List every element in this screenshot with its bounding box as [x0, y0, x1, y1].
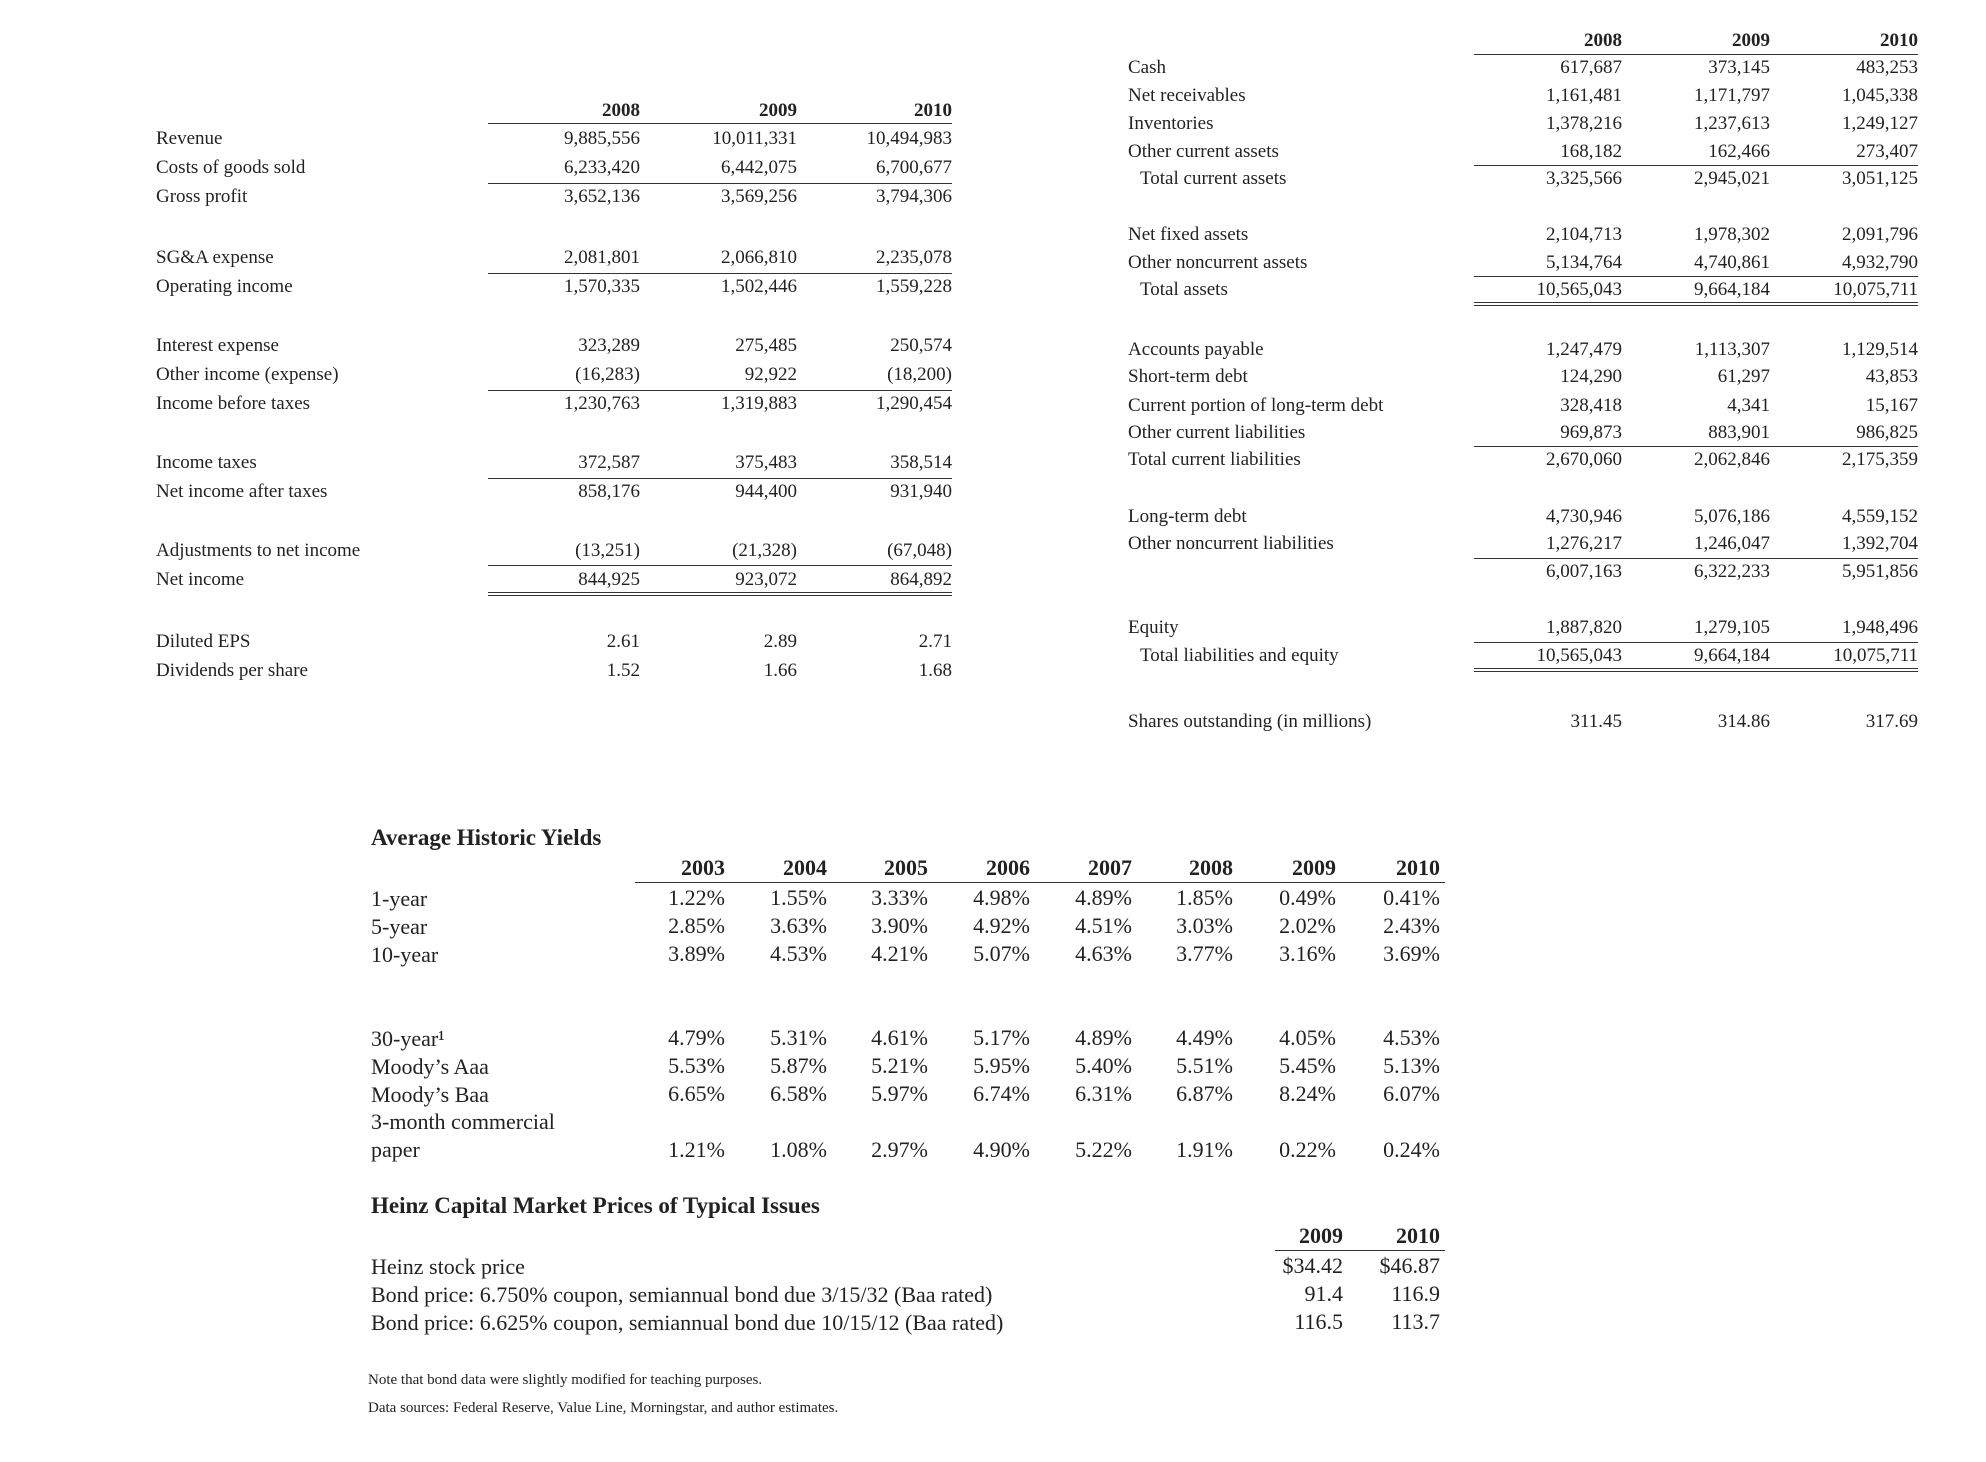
balance-cell: 1,129,514	[1842, 339, 1918, 360]
balance-cell: 317.69	[1865, 711, 1918, 732]
balance-cell: 9,664,184	[1694, 645, 1770, 666]
yields-cell: 2.43%	[1383, 913, 1440, 938]
income-cell: 275,485	[735, 335, 797, 356]
income-row-label: Other income (expense)	[156, 364, 339, 385]
heinz-year-header: 2009	[1299, 1223, 1343, 1248]
subtotal-rule	[488, 565, 952, 566]
yields-cell: 4.92%	[973, 913, 1030, 938]
subtotal-rule	[1474, 558, 1918, 559]
income-cell: 1,559,228	[876, 276, 952, 297]
balance-cell: 1,276,217	[1546, 533, 1622, 554]
balance-cell: 43,853	[1865, 366, 1918, 387]
yields-year-header: 2005	[884, 855, 928, 880]
income-cell: 375,483	[735, 452, 797, 473]
heinz-cell: 116.5	[1294, 1309, 1343, 1334]
balance-cell: 883,901	[1708, 422, 1770, 443]
yields-cell: 1.22%	[668, 885, 725, 910]
yields-cell: 4.49%	[1176, 1025, 1233, 1050]
balance-row-label: Total current assets	[1140, 168, 1287, 189]
balance-row-label: Short-term debt	[1128, 366, 1248, 387]
income-row-label: Gross profit	[156, 186, 248, 207]
income-row-label: SG&A expense	[156, 247, 274, 268]
income-cell: 358,514	[890, 452, 952, 473]
yields-row-label: 5-year	[371, 914, 428, 939]
balance-cell: 9,664,184	[1694, 279, 1770, 300]
income-cell: 864,892	[890, 569, 952, 590]
subtotal-rule	[488, 390, 952, 391]
balance-row-label: Total liabilities and equity	[1140, 645, 1339, 666]
heinz-row-label: Bond price: 6.625% coupon, semiannual bond due 10/15/12 (Baa rated)	[371, 1310, 1004, 1335]
income-year-header: 2009	[759, 100, 797, 121]
income-cell: (21,328)	[732, 540, 797, 561]
yields-cell: 0.49%	[1279, 885, 1336, 910]
balance-cell: 4,932,790	[1842, 252, 1918, 273]
income-cell: 6,442,075	[721, 157, 797, 178]
balance-row-label: Net fixed assets	[1128, 224, 1249, 245]
balance-cell: 10,075,711	[1833, 645, 1918, 666]
balance-row-label: Accounts payable	[1128, 339, 1264, 360]
yields-cell: 3.77%	[1176, 941, 1233, 966]
balance-row-label: Other noncurrent assets	[1128, 252, 1308, 273]
balance-cell: 1,887,820	[1546, 617, 1622, 638]
income-cell: 858,176	[578, 481, 640, 502]
income-cell: 923,072	[735, 569, 797, 590]
income-row-label: Revenue	[156, 128, 223, 149]
yields-year-header: 2004	[783, 855, 827, 880]
yields-cell: 1.85%	[1176, 885, 1233, 910]
yields-cell: 5.95%	[973, 1053, 1030, 1078]
yields-cell: 4.98%	[973, 885, 1030, 910]
yields-cell: 5.31%	[770, 1025, 827, 1050]
balance-row-label: Other noncurrent liabilities	[1128, 533, 1334, 554]
balance-cell: 10,075,711	[1833, 279, 1918, 300]
income-cell: 372,587	[578, 452, 640, 473]
subtotal-rule	[1474, 642, 1918, 643]
income-cell: 2,066,810	[721, 247, 797, 268]
balance-cell: 1,161,481	[1546, 85, 1622, 106]
subtotal-rule	[1474, 165, 1918, 166]
balance-cell: 4,341	[1727, 395, 1770, 416]
yields-cell: 6.65%	[668, 1081, 725, 1106]
yields-row-label: 3-month commercial	[371, 1109, 555, 1134]
balance-cell: 273,407	[1856, 141, 1918, 162]
yields-cell: 4.61%	[871, 1025, 928, 1050]
income-row-label: Net income	[156, 569, 245, 590]
yields-cell: 6.87%	[1176, 1081, 1233, 1106]
yields-cell: 4.90%	[973, 1137, 1030, 1162]
balance-year-header: 2010	[1880, 30, 1918, 51]
yields-year-header: 2008	[1189, 855, 1233, 880]
income-year-header: 2008	[602, 100, 640, 121]
balance-cell: 328,418	[1560, 395, 1622, 416]
yields-cell: 2.02%	[1279, 913, 1336, 938]
income-cell: 844,925	[578, 569, 640, 590]
balance-row-label: Total current liabilities	[1128, 449, 1301, 470]
income-cell: 2.71	[918, 631, 952, 652]
balance-cell: 162,466	[1708, 141, 1770, 162]
balance-cell: 124,290	[1560, 366, 1622, 387]
heinz-title: Heinz Capital Market Prices of Typical Issues	[371, 1193, 820, 1218]
yields-cell: 5.22%	[1075, 1137, 1132, 1162]
income-cell: (67,048)	[887, 540, 952, 561]
balance-cell: 1,249,127	[1842, 113, 1918, 134]
subtotal-rule	[1474, 276, 1918, 277]
balance-cell: 15,167	[1865, 395, 1918, 416]
balance-row-label: Other current assets	[1128, 141, 1279, 162]
yields-cell: 1.08%	[770, 1137, 827, 1162]
yields-row-label: 1-year	[371, 886, 428, 911]
income-cell: 2.89	[763, 631, 797, 652]
income-cell: (13,251)	[575, 540, 640, 561]
balance-cell: 3,325,566	[1546, 168, 1622, 189]
income-row-label: Net income after taxes	[156, 481, 328, 502]
income-cell: 1,319,883	[721, 393, 797, 414]
balance-year-header: 2009	[1732, 30, 1770, 51]
heinz-cell: $34.42	[1282, 1253, 1343, 1278]
balance-cell: 1,279,105	[1694, 617, 1770, 638]
balance-cell: 4,730,946	[1546, 506, 1622, 527]
yields-cell: 6.74%	[973, 1081, 1030, 1106]
yields-cell: 3.63%	[770, 913, 827, 938]
heinz-year-header: 2010	[1396, 1223, 1440, 1248]
income-cell: 1,290,454	[876, 393, 952, 414]
balance-cell: 2,104,713	[1546, 224, 1622, 245]
yields-cell: 5.17%	[973, 1025, 1030, 1050]
yields-cell: 5.53%	[668, 1053, 725, 1078]
yields-year-header: 2006	[986, 855, 1030, 880]
balance-row-label: Equity	[1128, 617, 1179, 638]
balance-cell: 1,246,047	[1694, 533, 1770, 554]
income-cell: 3,652,136	[564, 186, 640, 207]
yields-cell: 8.24%	[1279, 1081, 1336, 1106]
header-rule	[1275, 1250, 1445, 1251]
balance-cell: 6,007,163	[1546, 561, 1622, 582]
balance-row-label: Inventories	[1128, 113, 1214, 134]
yields-title: Average Historic Yields	[371, 825, 602, 850]
yields-cell: 6.31%	[1075, 1081, 1132, 1106]
yields-cell: 4.21%	[871, 941, 928, 966]
yields-cell: 3.33%	[871, 885, 928, 910]
balance-cell: 969,873	[1560, 422, 1622, 443]
heinz-cell: 91.4	[1304, 1281, 1343, 1306]
balance-cell: 4,559,152	[1842, 506, 1918, 527]
yields-row-label: 30-year¹	[371, 1026, 445, 1051]
yields-cell: 5.45%	[1279, 1053, 1336, 1078]
subtotal-rule	[1474, 446, 1918, 447]
total-double-rule	[1474, 302, 1918, 306]
income-cell: 92,922	[744, 364, 797, 385]
yields-year-header: 2007	[1088, 855, 1132, 880]
income-row-label: Diluted EPS	[156, 631, 251, 652]
yields-row-label: Moody’s Baa	[371, 1082, 489, 1107]
yields-year-header: 2010	[1396, 855, 1440, 880]
balance-cell: 1,247,479	[1546, 339, 1622, 360]
income-cell: 2,081,801	[564, 247, 640, 268]
subtotal-rule	[488, 273, 952, 274]
income-cell: 6,233,420	[564, 157, 640, 178]
income-cell: 1.68	[918, 660, 952, 681]
balance-row-label: Cash	[1128, 57, 1166, 78]
yields-cell: 3.03%	[1176, 913, 1233, 938]
yields-cell: 4.63%	[1075, 941, 1132, 966]
balance-cell: 2,945,021	[1694, 168, 1770, 189]
yields-cell: 3.16%	[1279, 941, 1336, 966]
income-cell: 9,885,556	[564, 128, 640, 149]
yields-cell: 4.89%	[1075, 1025, 1132, 1050]
header-rule	[488, 123, 952, 124]
yields-cell: 5.13%	[1383, 1053, 1440, 1078]
yields-cell: 0.22%	[1279, 1137, 1336, 1162]
income-year-header: 2010	[914, 100, 952, 121]
yields-row-label: paper	[371, 1137, 420, 1162]
balance-cell: 617,687	[1560, 57, 1622, 78]
income-cell: 2,235,078	[876, 247, 952, 268]
income-cell: 250,574	[890, 335, 952, 356]
balance-row-label: Shares outstanding (in millions)	[1128, 711, 1372, 732]
yields-cell: 5.21%	[871, 1053, 928, 1078]
yields-cell: 2.97%	[871, 1137, 928, 1162]
subtotal-rule	[488, 478, 952, 479]
yields-cell: 4.53%	[1383, 1025, 1440, 1050]
income-row-label: Interest expense	[156, 335, 279, 356]
footnote-line: Data sources: Federal Reserve, Value Line, Morningstar, and author estimates.	[368, 1400, 839, 1416]
header-rule	[1474, 54, 1918, 55]
income-row-label: Dividends per share	[156, 660, 308, 681]
yields-cell: 1.91%	[1176, 1137, 1233, 1162]
heinz-cell: $46.87	[1379, 1253, 1440, 1278]
balance-cell: 6,322,233	[1694, 561, 1770, 582]
balance-cell: 311.45	[1570, 711, 1622, 732]
yields-row-label: 10-year	[371, 942, 439, 967]
yields-cell: 1.21%	[668, 1137, 725, 1162]
income-cell: 10,494,983	[866, 128, 952, 149]
header-rule	[635, 882, 1445, 883]
yields-cell: 3.69%	[1383, 941, 1440, 966]
yields-row-label: Moody’s Aaa	[371, 1054, 489, 1079]
total-double-rule	[488, 592, 952, 596]
footnote-line: Note that bond data were slightly modified for teaching purposes.	[368, 1372, 763, 1388]
income-cell: (16,283)	[575, 364, 640, 385]
balance-cell: 1,113,307	[1694, 339, 1770, 360]
balance-cell: 1,378,216	[1546, 113, 1622, 134]
income-row-label: Income before taxes	[156, 393, 311, 414]
balance-year-header: 2008	[1584, 30, 1622, 51]
income-cell: 323,289	[578, 335, 640, 356]
yields-cell: 5.40%	[1075, 1053, 1132, 1078]
balance-cell: 2,175,359	[1842, 449, 1918, 470]
yields-cell: 4.79%	[668, 1025, 725, 1050]
balance-cell: 5,951,856	[1842, 561, 1918, 582]
yields-cell: 1.55%	[770, 885, 827, 910]
yields-year-header: 2003	[681, 855, 725, 880]
heinz-cell: 113.7	[1391, 1309, 1440, 1334]
income-cell: 931,940	[890, 481, 952, 502]
yields-cell: 4.53%	[770, 941, 827, 966]
income-row-label: Adjustments to net income	[156, 540, 361, 561]
balance-cell: 373,145	[1708, 57, 1770, 78]
income-row-label: Income taxes	[156, 452, 257, 473]
balance-row-label: Current portion of long-term debt	[1128, 395, 1384, 416]
income-cell: 1,570,335	[564, 276, 640, 297]
yields-cell: 0.41%	[1383, 885, 1440, 910]
balance-cell: 168,182	[1560, 141, 1622, 162]
income-cell: 6,700,677	[876, 157, 952, 178]
yields-cell: 6.07%	[1383, 1081, 1440, 1106]
subtotal-rule	[488, 183, 952, 184]
yields-cell: 4.05%	[1279, 1025, 1336, 1050]
yields-cell: 5.07%	[973, 941, 1030, 966]
heinz-cell: 116.9	[1391, 1281, 1440, 1306]
income-cell: 1,230,763	[564, 393, 640, 414]
income-cell: 944,400	[735, 481, 797, 502]
yields-year-header: 2009	[1292, 855, 1336, 880]
yields-cell: 5.87%	[770, 1053, 827, 1078]
yields-cell: 3.90%	[871, 913, 928, 938]
balance-cell: 1,045,338	[1842, 85, 1918, 106]
balance-row-label: Other current liabilities	[1128, 422, 1306, 443]
heinz-row-label: Bond price: 6.750% coupon, semiannual bond due 3/15/32 (Baa rated)	[371, 1282, 993, 1307]
balance-cell: 1,392,704	[1842, 533, 1918, 554]
income-row-label: Operating income	[156, 276, 293, 297]
balance-cell: 5,076,186	[1694, 506, 1770, 527]
balance-row-label: Total assets	[1140, 279, 1228, 300]
balance-cell: 2,091,796	[1842, 224, 1918, 245]
yields-cell: 3.89%	[668, 941, 725, 966]
income-cell: 1.66	[763, 660, 797, 681]
income-cell: 10,011,331	[712, 128, 797, 149]
income-cell: 1,502,446	[721, 276, 797, 297]
balance-cell: 2,062,846	[1694, 449, 1770, 470]
income-cell: 3,569,256	[721, 186, 797, 207]
yields-cell: 0.24%	[1383, 1137, 1440, 1162]
balance-cell: 2,670,060	[1546, 449, 1622, 470]
income-cell: 3,794,306	[876, 186, 952, 207]
balance-cell: 1,237,613	[1694, 113, 1770, 134]
balance-row-label: Long-term debt	[1128, 506, 1247, 527]
balance-cell: 3,051,125	[1842, 168, 1918, 189]
total-double-rule	[1474, 668, 1918, 672]
yields-cell: 4.89%	[1075, 885, 1132, 910]
income-cell: 1.52	[606, 660, 640, 681]
income-row-label: Costs of goods sold	[156, 157, 306, 178]
balance-cell: 1,948,496	[1842, 617, 1918, 638]
balance-cell: 10,565,043	[1536, 645, 1622, 666]
heinz-row-label: Heinz stock price	[371, 1254, 525, 1279]
yields-cell: 2.85%	[668, 913, 725, 938]
yields-cell: 6.58%	[770, 1081, 827, 1106]
balance-cell: 1,978,302	[1694, 224, 1770, 245]
balance-cell: 4,740,861	[1694, 252, 1770, 273]
balance-row-label: Net receivables	[1128, 85, 1246, 106]
yields-cell: 4.51%	[1075, 913, 1132, 938]
yields-cell: 5.97%	[871, 1081, 928, 1106]
balance-cell: 5,134,764	[1546, 252, 1622, 273]
balance-cell: 10,565,043	[1536, 279, 1622, 300]
balance-cell: 61,297	[1717, 366, 1770, 387]
yields-cell: 5.51%	[1176, 1053, 1233, 1078]
balance-cell: 1,171,797	[1694, 85, 1770, 106]
income-cell: 2.61	[606, 631, 640, 652]
balance-cell: 986,825	[1856, 422, 1918, 443]
balance-cell: 483,253	[1856, 57, 1918, 78]
income-cell: (18,200)	[887, 364, 952, 385]
balance-cell: 314.86	[1717, 711, 1770, 732]
